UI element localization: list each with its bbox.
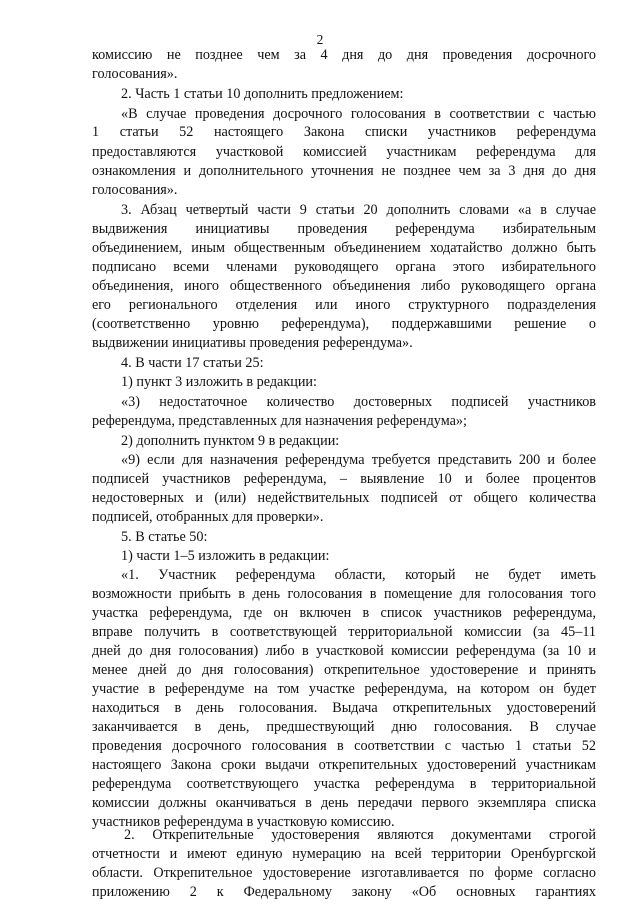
text-line: «3) недостаточное количество достоверных подписей участников	[121, 394, 596, 410]
text-line: 2) дополнить пунктом 9 в редакции:	[121, 433, 340, 449]
text-line: комиссию не позднее чем за 4 дня до дня проведения досрочного	[92, 47, 596, 63]
text-line: выдвижения инициативы проведения референдума избирательным	[92, 221, 596, 237]
text-line: предоставляются участковой комиссией участникам референдума для	[92, 144, 596, 160]
text-line: подписей, отобранных для проверки».	[92, 509, 324, 525]
text-line: 3. Абзац четвертый части 9 статьи 20 дополнить словами «а в случае	[121, 202, 596, 218]
text-line: заканчивается в день, предшествующий дню голосования. В случае	[92, 719, 596, 735]
text-line: ознакомления и дополнительного уточнения не позднее чем за 3 дня до дня	[92, 163, 596, 179]
text-line: недостоверных и (или) недействительных подписей от общего количества	[92, 490, 596, 506]
text-line: 5. В статье 50:	[121, 529, 208, 545]
text-line: голосования».	[92, 182, 178, 198]
text-line: 1) части 1–5 изложить в редакции:	[121, 548, 330, 564]
text-line: находиться в день голосования. Выдача открепительных удостоверений	[92, 700, 596, 716]
page-number: 2	[316, 32, 324, 47]
text-line: его регионального отделения или иного структурного подразделения	[92, 297, 596, 313]
text-line: 1 статьи 52 настоящего Закона списки участников референдума	[92, 124, 596, 140]
text-line: участка референдума, где он включен в список участников референдума,	[92, 605, 596, 621]
text-line: настоящего Закона сроки выдачи открепительных удостоверений участникам	[92, 757, 596, 773]
text-line: голосования».	[92, 66, 178, 82]
text-line: участников референдума в участковую комиссию.	[92, 814, 395, 830]
text-line: подписей участников референдума, – выявление 10 и более процентов	[92, 471, 596, 487]
text-line: 2. Открепительные удостоверения являются документами строгой	[124, 827, 596, 843]
text-line: дней до дня голосования) либо в участковой комиссии референдума (за 10 и	[92, 643, 596, 659]
text-line: 2. Часть 1 статьи 10 дополнить предложением:	[121, 86, 404, 102]
text-line: 1) пункт 3 изложить в редакции:	[121, 374, 317, 390]
text-line: 4. В части 17 статьи 25:	[121, 355, 264, 371]
text-line: вправе получить в соответствующей территориальной комиссии (за 45–11	[92, 624, 596, 640]
text-line: референдума соответствующего участка референдума в территориальной	[92, 776, 596, 792]
text-line: комиссии должны оканчиваться в день передачи первого экземпляра списка	[92, 795, 596, 811]
text-line: приложению 2 к Федеральному закону «Об основных гарантиях	[92, 884, 596, 900]
text-line: референдума, представленных для назначения референдума»;	[92, 413, 467, 429]
text-line: выдвижении инициативы проведения референдума».	[92, 335, 413, 351]
text-line: подписано всеми членами руководящего органа этого избирательного	[92, 259, 596, 275]
text-line: «9) если для назначения референдума требуется представить 200 и более	[121, 452, 596, 468]
text-line: объединением, иным общественным объединением ходатайство должно быть	[92, 240, 596, 256]
text-line: отчетности и имеют единую нумерацию на всей территории Оренбургской	[92, 846, 596, 862]
text-line: участие в референдуме на том участке референдума, на котором он будет	[92, 681, 596, 697]
text-line: объединения, иного общественного объединения либо руководящего органа	[92, 278, 596, 294]
text-line: «В случае проведения досрочного голосования в соответствии с частью	[121, 106, 596, 122]
text-line: менее дней до дня голосования) открепительное удостоверение и принять	[92, 662, 596, 678]
text-line: области. Открепительное удостоверение изготавливается по форме согласно	[92, 865, 596, 881]
text-line: возможности прибыть в день голосования в помещение для голосования того	[92, 586, 596, 602]
text-line: проведения досрочного голосования в соответствии с частью 1 статьи 52	[92, 738, 596, 754]
text-line: «1. Участник референдума области, который не будет иметь	[121, 567, 596, 583]
text-line: (соответственно уровню референдума), поддержавшими решение о	[92, 316, 596, 332]
